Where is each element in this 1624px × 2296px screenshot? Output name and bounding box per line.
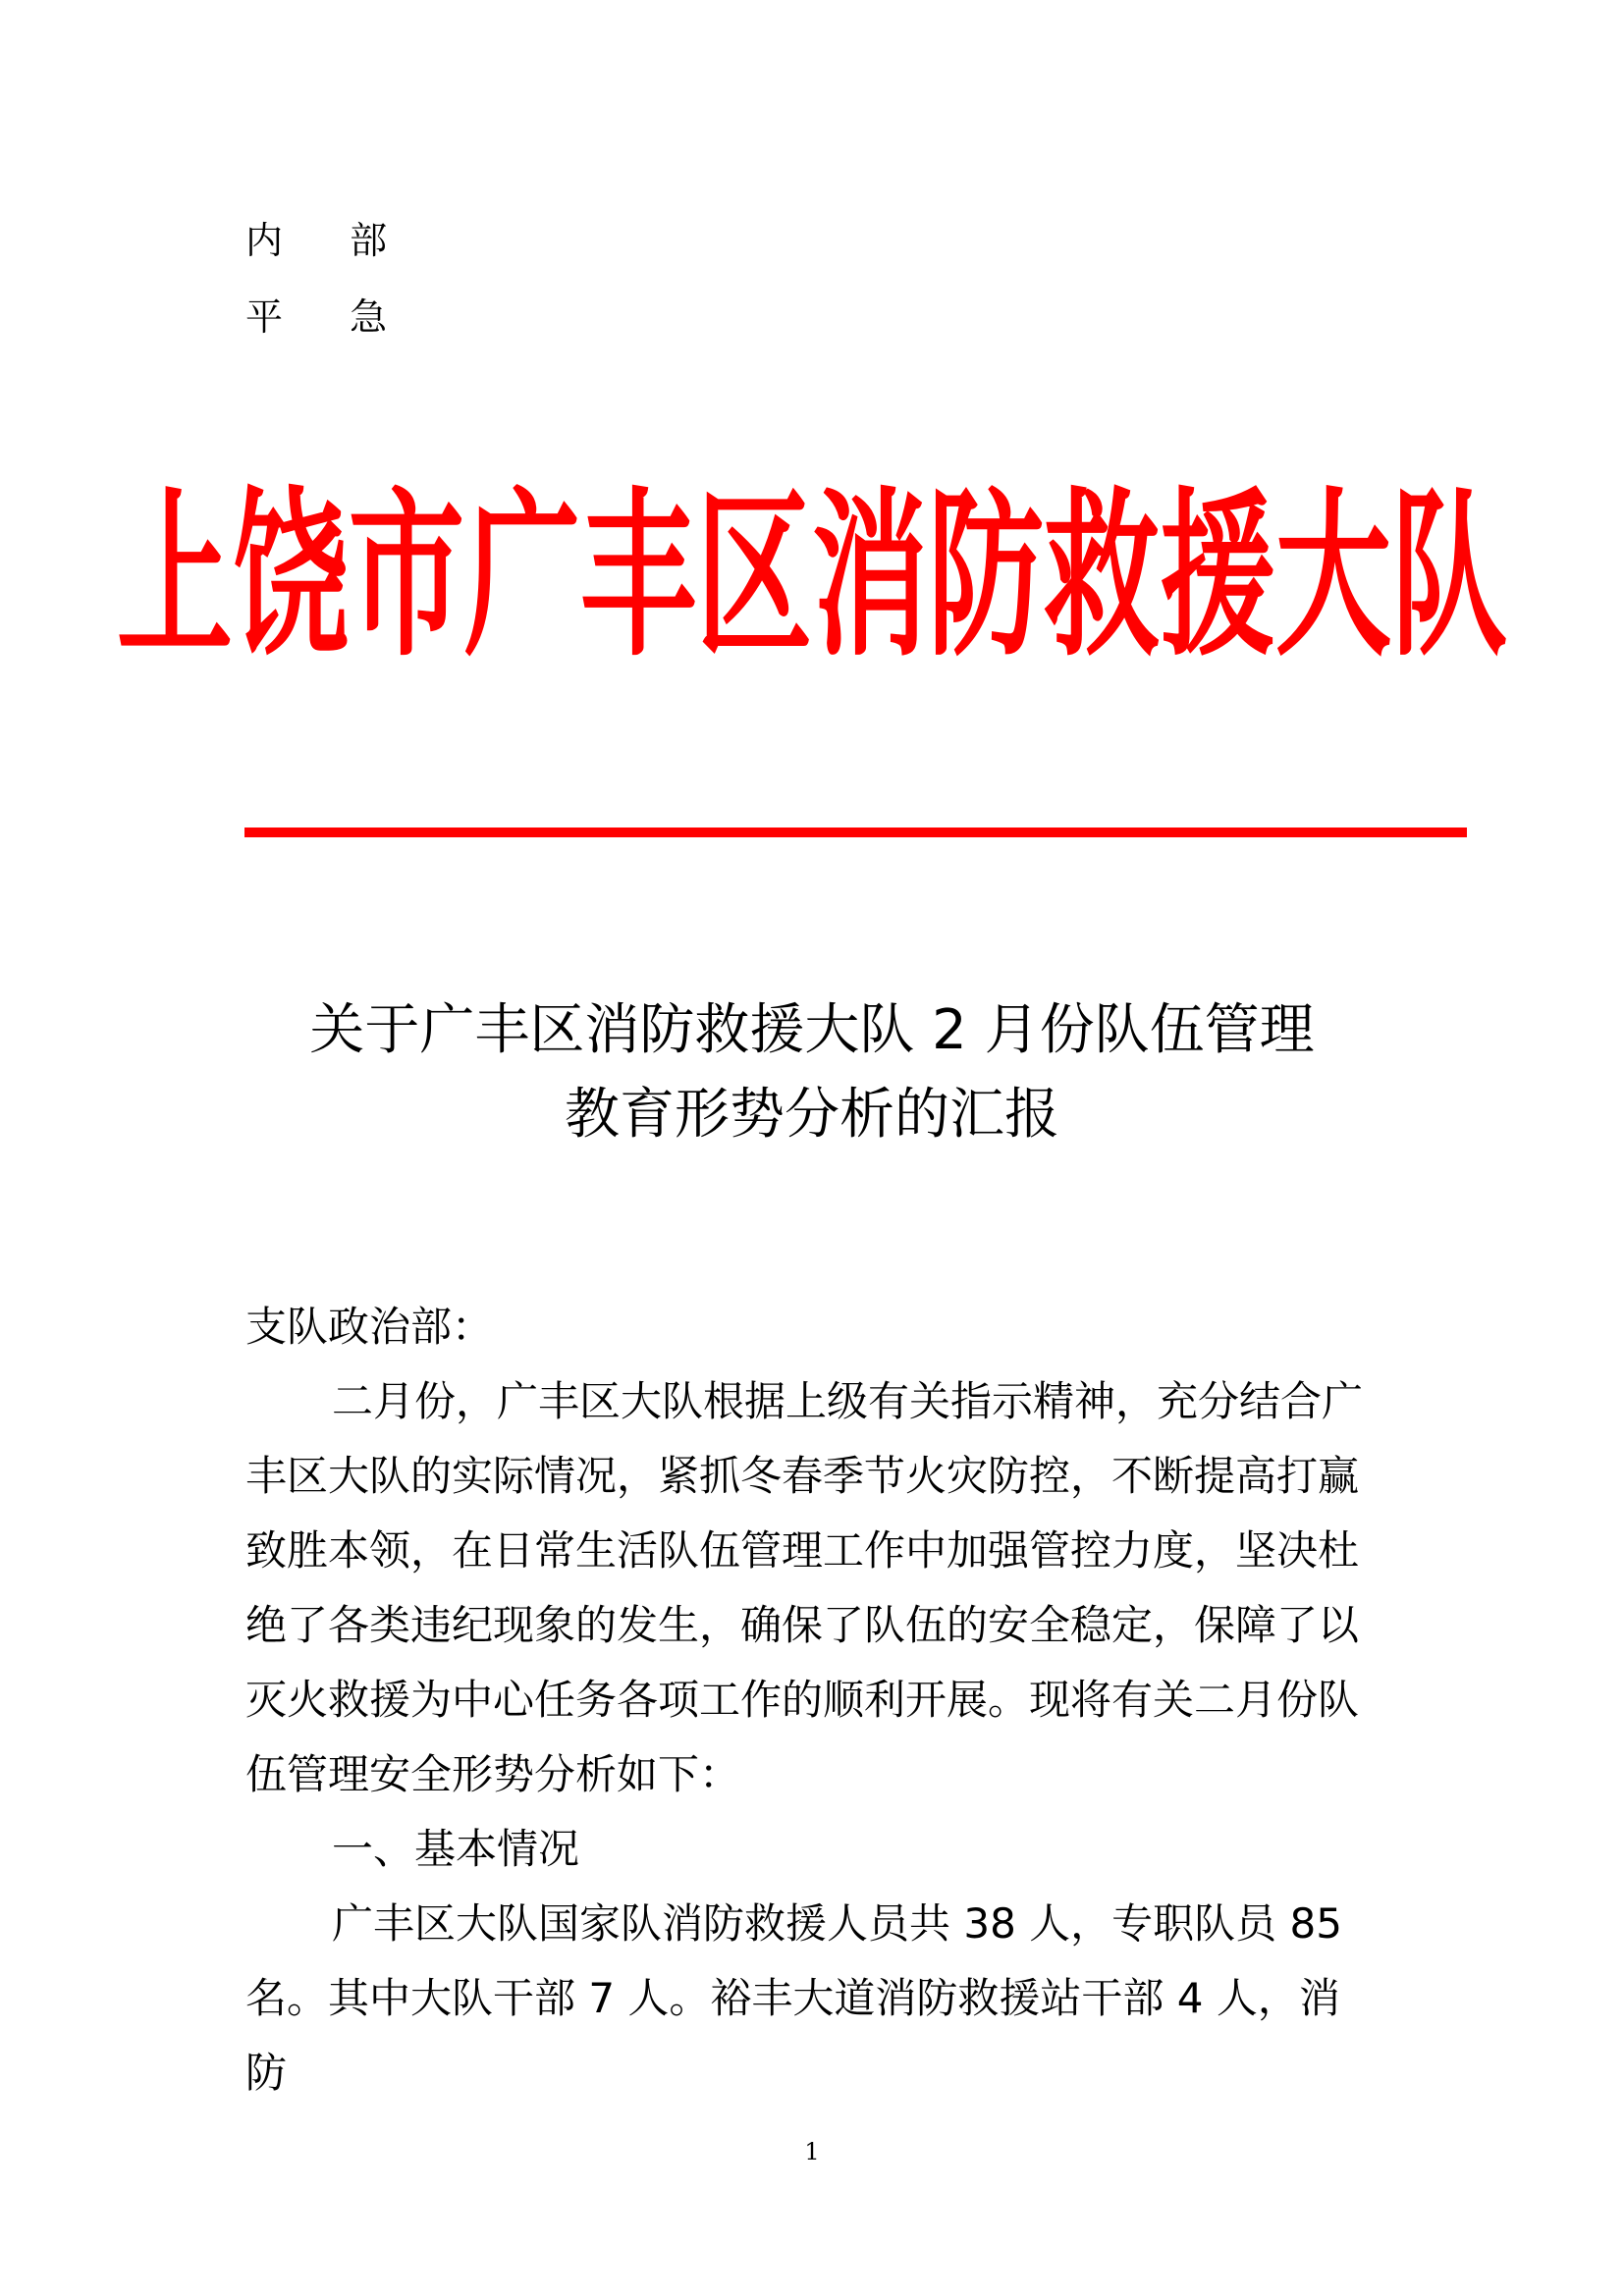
document-title-line-1: 关于广丰区消防救援大队 2 月份队伍管理 — [309, 998, 1315, 1062]
masthead-title: 上饶市广丰区消防救援大队 — [116, 470, 1507, 681]
masthead-divider — [244, 828, 1467, 837]
urgency-label: 平 急 — [245, 295, 415, 339]
paragraph-intro: 二月份，广丰区大队根据上级有关指示精神，充分结合广丰区大队的实际情况，紧抓冬春季节火灾防控，不断提高打赢致胜本领，在日常生活队伍管理工作中加强管控力度，坚决杜绝了各类违纪现象的发生，确保了队伍的安全稳定，保障了以灭火救援为中心任务各项工作的顺利开展。现将有关二月份队伍管理安全形势分析如下： — [245, 1377, 1364, 1798]
page-number: 1 — [804, 2138, 820, 2165]
section-heading: 一、基本情况 — [332, 1825, 580, 1873]
paragraph-basic-info: 广丰区大队国家队消防救援人员共 38 人，专职队员 85 名。其中大队干部 7 人。裕丰大道消防救援站干部 4 人，消防 — [245, 1899, 1342, 2097]
document-body — [245, 1290, 1375, 2110]
document-title-line-2: 教育形势分析的汇报 — [565, 1083, 1059, 1147]
classification-label: 内 部 — [245, 219, 415, 262]
salutation: 支队政治部： — [245, 1303, 494, 1351]
